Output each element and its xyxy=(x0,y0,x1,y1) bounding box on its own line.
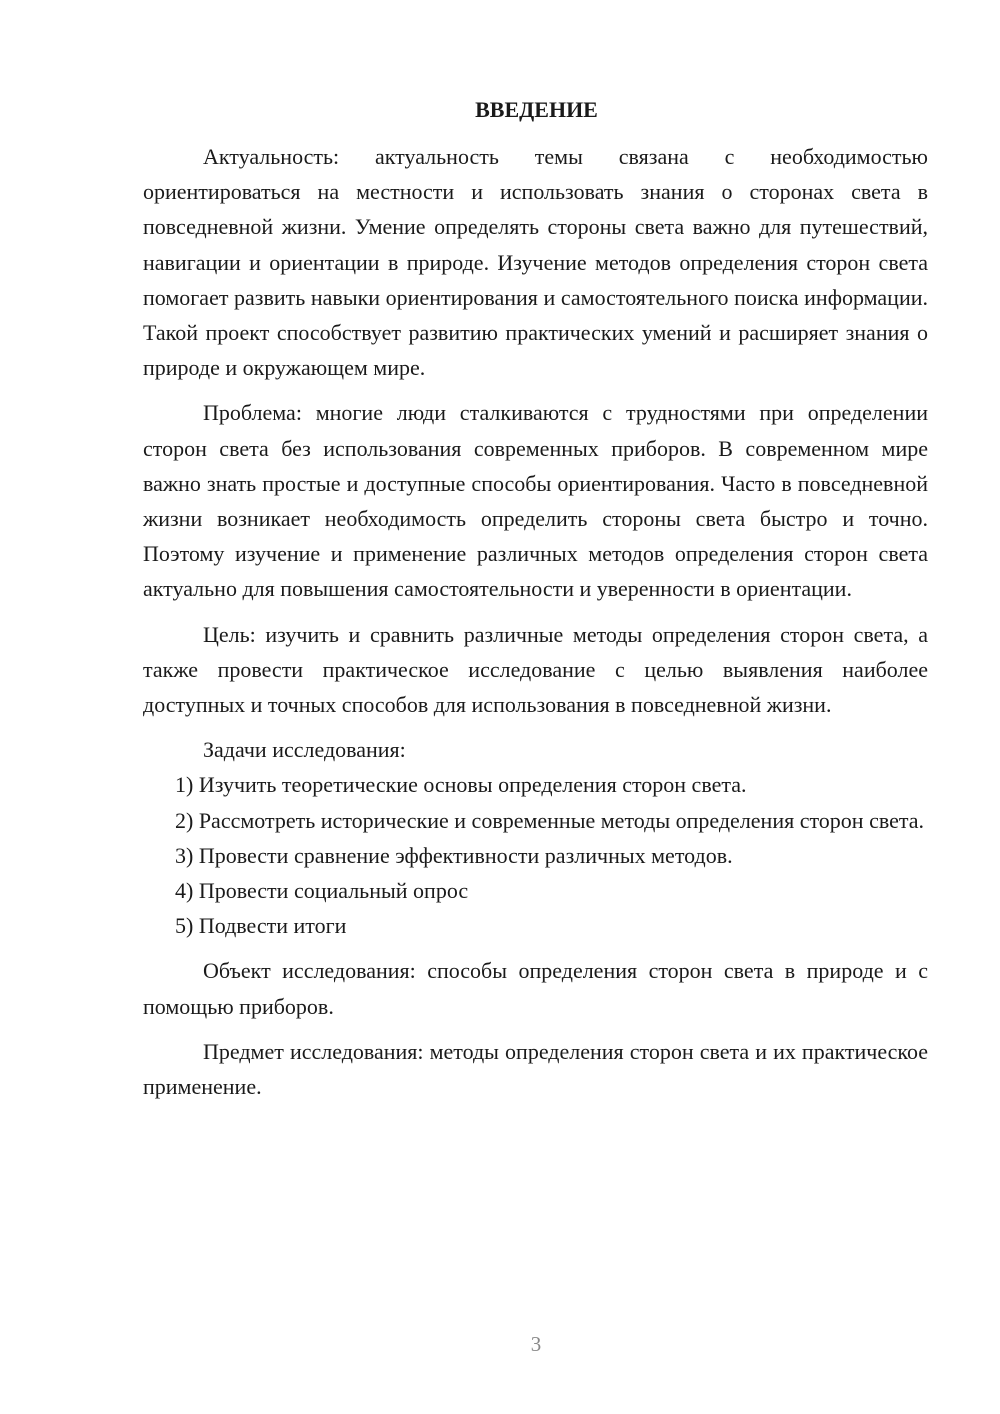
task-item: 2) Рассмотреть исторические и современные методы определения сторон света. xyxy=(175,807,925,833)
tasks-list xyxy=(143,767,928,943)
object-paragraph: Объект исследования: способы определения сторон света в природе и с помощью приборов. xyxy=(143,958,928,1019)
task-item: 5) Подвести итоги xyxy=(175,913,347,939)
tasks-heading: Задачи исследования: xyxy=(203,737,406,763)
page-title: ВВЕДЕНИЕ xyxy=(475,97,598,122)
task-item: 1) Изучить теоретические основы определения сторон света. xyxy=(175,772,747,798)
relevance-paragraph: Актуальность: актуальность темы связана с необходимостью ориентироваться на местности и использовать знания о сторонах света в повседневной жизни. Умение определять стороны света важно для путешествий, навигации и ориентации в природе. Изучение методов определения сторон света помогает развить навыки ориентирования и самостоятельного поиска информации. Такой проект способствует развитию практических умений и расширяет знания о природе и окружающем мире. xyxy=(143,144,928,381)
goal-paragraph: Цель: изучить и сравнить различные методы определения сторон света, а также провести практическое исследование с целью выявления наиболее доступных и точных способов для использования в повседневной жизни. xyxy=(143,621,928,718)
page-number: 3 xyxy=(530,1332,542,1356)
document-page xyxy=(143,92,928,1104)
problem-paragraph: Проблема: многие люди сталкиваются с трудностями при определении сторон света без использования современных приборов. В современном мире важно знать простые и доступные способы ориентирования. Часто в повседневной жизни возникает необходимость определить стороны света быстро и точно. Поэтому изучение и применение различных методов определения сторон света актуально для повышения самостоятельности и уверенности в ориентации. xyxy=(143,400,928,602)
task-item: 3) Провести сравнение эффективности различных методов. xyxy=(175,842,733,868)
subject-paragraph: Предмет исследования: методы определения сторон света и их практическое применение. xyxy=(143,1038,928,1100)
task-item: 4) Провести социальный опрос xyxy=(175,878,469,904)
